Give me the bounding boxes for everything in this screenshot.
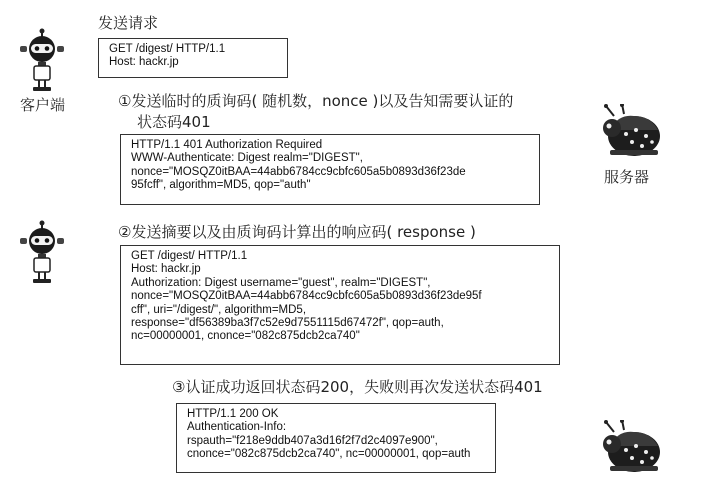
- step1-line: 95fcff", algorithm=MD5, qop="auth": [131, 179, 311, 192]
- client-label: 客户端: [20, 96, 66, 114]
- step1-response-box: [120, 134, 540, 205]
- step2-line: nonce="MOSQZ0itBAA=44abb6784cc9cbfc605a5b0893d36f23de95f: [131, 290, 482, 303]
- robot-client-icon: [14, 220, 70, 284]
- step2-line: GET /digest/ HTTP/1.1: [131, 250, 248, 262]
- server-label: 服务器: [604, 168, 650, 186]
- step3-line: rspauth="f218e9ddb407a3d16f2f7d2c4097e900",: [187, 434, 438, 447]
- step2-title: ②发送摘要以及由质询码计算出的响应码( response ): [118, 223, 476, 241]
- step1-line: WWW-Authenticate: Digest realm="DIGEST",: [131, 152, 363, 165]
- request1-line: Host: hackr.jp: [109, 56, 179, 69]
- step2-line: Host: hackr.jp: [131, 263, 201, 276]
- step1-title-line2: 状态码401: [137, 113, 211, 131]
- step3-line: Authentication-Info:: [187, 421, 287, 434]
- robot-client-icon: [14, 28, 70, 92]
- ladybug-server-icon: [598, 420, 664, 476]
- step3-line: cnonce="082c875dcb2ca740", nc=00000001, qop=auth: [187, 448, 471, 461]
- request1-line: GET /digest/ HTTP/1.1: [109, 43, 226, 55]
- step1-line: nonce="MOSQZ0itBAA=44abb6784cc9cbfc605a5b0893d36f23de: [131, 165, 466, 178]
- ladybug-server-icon: [598, 104, 664, 160]
- step2-request-box: [120, 245, 560, 365]
- step2-line: cff", uri="/digest/", algorithm=MD5,: [131, 303, 307, 316]
- step3-title: ③认证成功返回状态码200，失败则再次发送状态码401: [172, 378, 543, 396]
- step3-response-box: [176, 403, 496, 473]
- request-heading: 发送请求: [98, 14, 159, 32]
- step2-line: nc=00000001, cnonce="082c875dcb2ca740": [131, 330, 360, 343]
- step2-line: Authorization: Digest username="guest", realm="DIGEST",: [131, 276, 431, 289]
- request1-box: [98, 38, 288, 78]
- step1-title: ①发送临时的质询码( 随机数，nonce )以及告知需要认证的: [118, 92, 514, 110]
- step1-line: HTTP/1.1 401 Authorization Required: [131, 139, 323, 151]
- step3-line: HTTP/1.1 200 OK: [187, 408, 279, 420]
- step2-line: response="df56389ba3f7c52e9d7551115d67472f", qop=auth,: [131, 317, 444, 330]
